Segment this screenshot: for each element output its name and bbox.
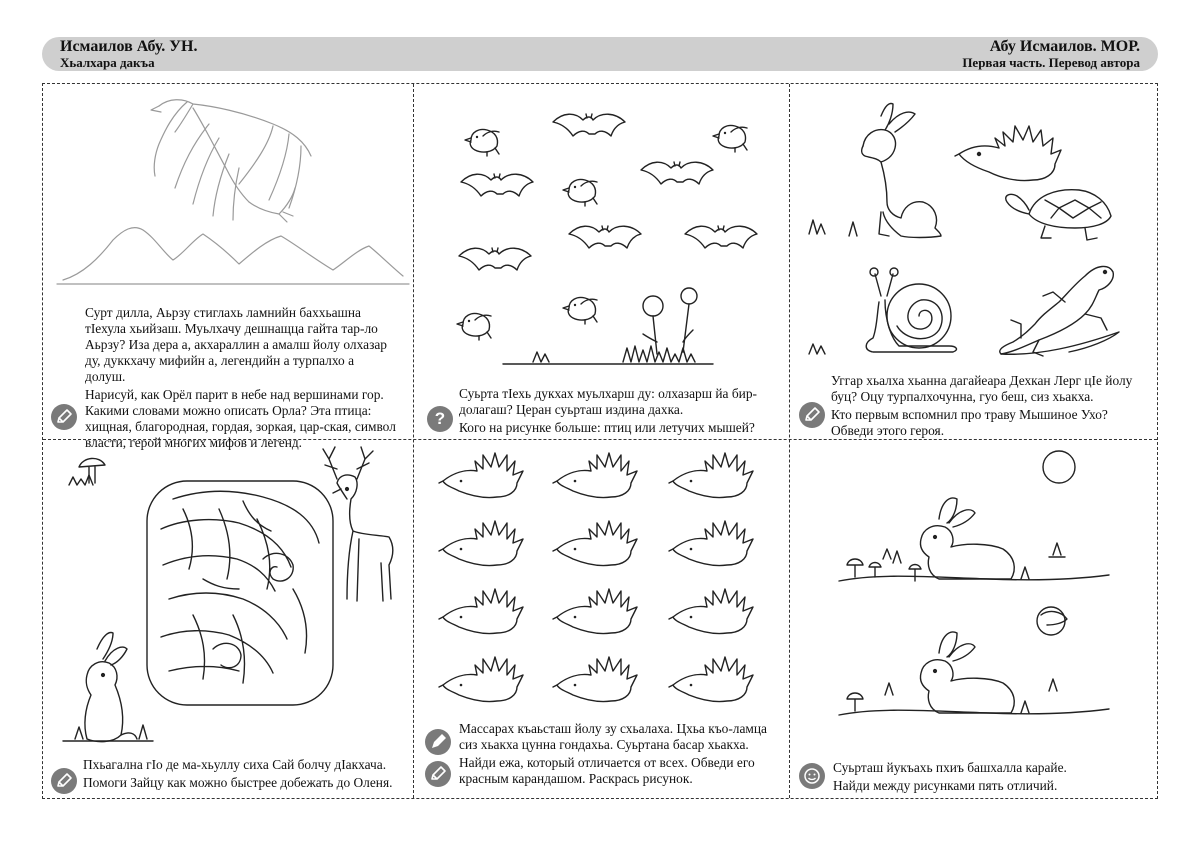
mushroom-drawing bbox=[69, 458, 105, 485]
animals-task-text-ru: Кто первым вспомнил про траву Мышиное Ухо? Обведи этого героя. bbox=[831, 407, 1108, 438]
pencil-badge bbox=[425, 761, 451, 787]
hedgehogs-task-text-ru: Найди ежа, который отличается от всех. Обведи его красным карандашом. Раскрась рисунок. bbox=[459, 755, 755, 786]
task-eagle bbox=[43, 84, 413, 450]
eagle-task-text-ru: Нарисуй, как Орёл парит в небе над вершинами гор. Какими словами можно описать Орла? Эта птица: хищная, благородная, гордая, зоркая, цар-ская, символ власти, герой многих мифов и легенд. bbox=[85, 387, 396, 450]
hedgehogs-task-text-ce: Массарах къаьсташ йолу зу схьалаха. Цхьа къо-ламца сиз хьакха цунна гондахьа. Суьртана басар хьакха. bbox=[459, 721, 767, 752]
maze-task-text bbox=[83, 757, 409, 793]
maze-task-text-ce: Пхьагална гӀо де ма-хьуллу сиха Сай болчу дӀакхача. bbox=[83, 757, 387, 772]
animals-task-text-ce: Уггар хьалха хьанна дагайеара Дехкан Лерг цӀе йолу буц? Оцу турпалхочунна, гуо беш, сиз хьакха. bbox=[831, 373, 1133, 404]
task-differences bbox=[789, 439, 1159, 800]
scene-top bbox=[839, 451, 1109, 581]
pencil-badge bbox=[51, 768, 77, 794]
animals-task-text bbox=[831, 373, 1151, 441]
header-left-title: Исмаилов Абу. УН. bbox=[60, 38, 198, 55]
birds-bats-illustration bbox=[413, 84, 789, 384]
eagle-illustration bbox=[43, 84, 413, 304]
header-left-subtitle: Хьалхара дакъа bbox=[60, 55, 155, 70]
birds-bats-task-text-ru: Кого на рисунке больше: птиц или летучих мышей? bbox=[459, 420, 755, 435]
crayon-icon bbox=[429, 733, 447, 751]
face-icon bbox=[802, 766, 822, 786]
pencil-badge bbox=[51, 404, 77, 430]
hedgehog-drawing bbox=[955, 126, 1061, 181]
hare-drawing bbox=[809, 104, 941, 238]
hedgehogs-task-text bbox=[459, 721, 785, 789]
task-maze bbox=[43, 439, 413, 800]
scene-bottom bbox=[839, 607, 1109, 715]
lizard-drawing bbox=[1000, 266, 1119, 356]
maze-illustration bbox=[43, 439, 413, 749]
pencil-icon bbox=[429, 765, 447, 783]
hedgehogs-illustration bbox=[413, 439, 789, 719]
differences-illustration bbox=[789, 439, 1159, 749]
pencil-icon bbox=[55, 772, 73, 790]
pencil-badge bbox=[799, 402, 825, 428]
task-animals bbox=[789, 84, 1159, 439]
animals-illustration bbox=[789, 84, 1159, 369]
maze-task-text-ru: Помоги Зайцу как можно быстрее добежать до Оленя. bbox=[83, 775, 393, 790]
header-right-title: Абу Исмаилов. МОР. bbox=[989, 38, 1140, 55]
differences-task-text bbox=[833, 760, 1153, 796]
page-header bbox=[42, 37, 1158, 71]
worksheet-grid bbox=[42, 83, 1158, 799]
birds-bats-task-text-ce: Суьрта тӀехь дукхах муьлхарш ду: олхазарш йа бир-долагаш? Церан суьрташ издина дахка. bbox=[459, 386, 757, 417]
hare-small-drawing bbox=[63, 633, 153, 742]
pencil-icon bbox=[803, 406, 821, 424]
header-right-subtitle: Первая часть. Перевод автора bbox=[962, 55, 1140, 70]
snail-drawing bbox=[809, 268, 956, 354]
face-badge bbox=[799, 763, 825, 789]
task-birds-bats bbox=[413, 84, 789, 439]
eagle-task-text bbox=[85, 305, 397, 453]
task-hedgehogs bbox=[413, 439, 789, 800]
eagle-task-text-ce: Сурт дилла, Аьрзу стиглахь ламнийн баххьашна тӀехула хьийзаш. Муьлхачу дешнащца гайта тар-ло Аьрзу? Иза дера а, акхараллин а амалш йолу олхазар ду, дуккхачу мифийн а, легендийн а турпалхо а долуш. bbox=[85, 305, 387, 384]
maze-drawing bbox=[147, 481, 333, 705]
crayon-badge bbox=[425, 729, 451, 755]
header-right bbox=[962, 39, 1140, 70]
question-badge: ? bbox=[427, 406, 453, 432]
birds-bats-task-text bbox=[459, 386, 785, 438]
turtle-drawing bbox=[1006, 190, 1111, 240]
differences-task-text-ce: Суьрташ йукъахь пхиъ башхалла карайе. bbox=[833, 760, 1067, 775]
header-left bbox=[60, 39, 198, 70]
differences-task-text-ru: Найди между рисунками пять отличий. bbox=[833, 778, 1058, 793]
pencil-icon bbox=[55, 408, 73, 426]
